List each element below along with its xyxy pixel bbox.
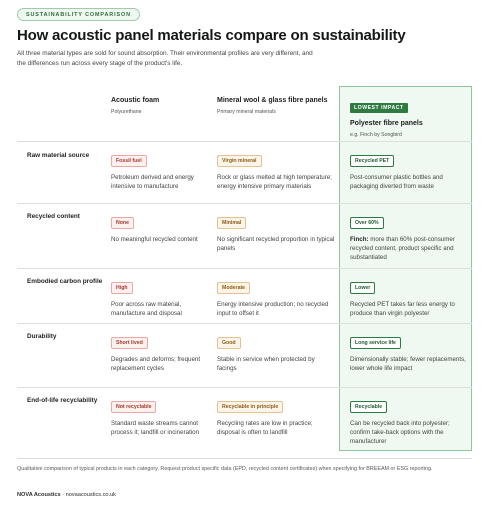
- cell-description: No significant recycled proportion in typical panels: [217, 236, 335, 252]
- cell-description: Recycled PET takes far less energy to produce than virgin polyester: [350, 301, 455, 317]
- row-label-durability: Durability: [27, 333, 57, 340]
- cell-description: Stable in service when protected by facings: [217, 356, 315, 372]
- rating-chip: None: [111, 217, 134, 229]
- brand-separator: ·: [60, 492, 66, 498]
- row-label-embodied-carbon: Embodied carbon profile: [27, 278, 103, 285]
- cell-description: Rock or glass melted at high temperature; energy intensive primary materials: [217, 174, 332, 190]
- row-divider: [17, 268, 472, 269]
- column-title-polyester: Polyester fibre panels: [350, 120, 423, 127]
- column-subtitle-mineral-wool: Primary mineral materials: [217, 108, 276, 115]
- brand-footer: [17, 492, 116, 498]
- intro-text: All three material types are sold for sound absorption. Their environmental profiles are very different, and the differences run across every stage of the product's life.: [17, 50, 313, 67]
- cell-description: Degrades and deforms; frequent replacement cycles: [111, 356, 201, 372]
- cell-wool-recycled-content: [217, 211, 335, 253]
- row-label-recycled-content: Recycled content: [27, 213, 80, 220]
- rating-chip: Recycled PET: [350, 155, 394, 167]
- brand-url[interactable]: novaacoustics.co.uk: [65, 492, 116, 498]
- section-tag: [17, 8, 140, 21]
- cell-polyester-recycled-content: [350, 211, 466, 262]
- row-label-raw-material: Raw material source: [27, 152, 90, 159]
- cell-description: [350, 235, 466, 262]
- footnote: Qualitative comparison of typical products in each category. Request product specific data (EPD, recycled content certificates) when specifying for BREEAM or ESG reporting.: [17, 466, 433, 472]
- column-header-foam: [111, 96, 206, 116]
- cell-foam-raw-material: [111, 149, 211, 191]
- cell-polyester-raw-material: [350, 149, 466, 191]
- rating-chip: Recyclable: [350, 401, 387, 413]
- rating-chip: Fossil fuel: [111, 155, 147, 167]
- rating-chip: Not recyclable: [111, 401, 156, 413]
- row-divider: [17, 203, 472, 204]
- row-divider: [17, 387, 472, 388]
- column-title-mineral-wool: Mineral wool & glass fibre panels: [217, 97, 328, 104]
- column-subtitle-polyester: e.g. Finch by Songbird: [350, 131, 402, 138]
- rating-chip: High: [111, 282, 133, 294]
- cell-polyester-embodied-carbon: [350, 276, 466, 318]
- rating-chip: Long service life: [350, 337, 401, 349]
- cell-foam-durability: [111, 331, 211, 373]
- cell-description-text: more than 60% post-consumer recycled content, product specific and substantiated: [350, 236, 455, 261]
- cell-description: Poor across raw material, manufacture and disposal: [111, 301, 182, 317]
- cell-foam-embodied-carbon: [111, 276, 211, 318]
- column-header-polyester: [350, 96, 465, 139]
- rating-chip: Good: [217, 337, 241, 349]
- rating-chip: Lower: [350, 282, 375, 294]
- cell-foam-end-of-life: [111, 395, 211, 437]
- row-divider: [17, 141, 472, 142]
- cell-wool-end-of-life: [217, 395, 335, 437]
- rating-chip: Recyclable in principle: [217, 401, 283, 413]
- cell-description: Standard waste streams cannot process it; landfill or incineration: [111, 420, 200, 436]
- column-subtitle-foam: Polyurethane: [111, 108, 142, 115]
- lowest-impact-badge: LOWEST IMPACT: [350, 103, 408, 113]
- cell-description: Dimensionally stable; fewer replacements, lower whole life impact: [350, 356, 466, 372]
- row-divider: [17, 323, 472, 324]
- cell-wool-durability: [217, 331, 335, 373]
- cell-wool-embodied-carbon: [217, 276, 335, 318]
- section-tag-text: SUSTAINABILITY COMPARISON: [26, 11, 131, 18]
- cell-polyester-durability: [350, 331, 466, 373]
- rating-chip: Moderate: [217, 282, 250, 294]
- footer-divider: [17, 458, 472, 459]
- rating-chip: Short lived: [111, 337, 148, 349]
- cell-foam-recycled-content: [111, 211, 211, 244]
- cell-description: No meaningful recycled content: [111, 236, 198, 243]
- column-title-foam: Acoustic foam: [111, 97, 160, 104]
- cell-description: Can be recycled back into polyester; confirm take-back options with the manufacturer: [350, 420, 450, 445]
- cell-wool-raw-material: [217, 149, 335, 191]
- cell-polyester-end-of-life: [350, 395, 466, 446]
- rating-chip: Virgin mineral: [217, 155, 262, 167]
- brand-name: NOVA Acoustics: [17, 492, 61, 498]
- page-title: How acoustic panel materials compare on sustainability: [17, 27, 406, 44]
- column-header-mineral-wool: [217, 96, 332, 116]
- rating-chip: Over 60%: [350, 217, 384, 229]
- cell-description: Petroleum derived and energy intensive to manufacture: [111, 174, 194, 190]
- cell-description: Energy intensive production; no recycled input to offset it: [217, 301, 329, 317]
- cell-description: Recycling rates are low in practice; disposal is often to landfill: [217, 420, 313, 436]
- rating-chip: Minimal: [217, 217, 246, 229]
- cell-description: Post-consumer plastic bottles and packaging diverted from waste: [350, 174, 443, 190]
- row-label-end-of-life: End-of-life recyclability: [27, 397, 98, 404]
- product-name: Finch:: [350, 236, 369, 243]
